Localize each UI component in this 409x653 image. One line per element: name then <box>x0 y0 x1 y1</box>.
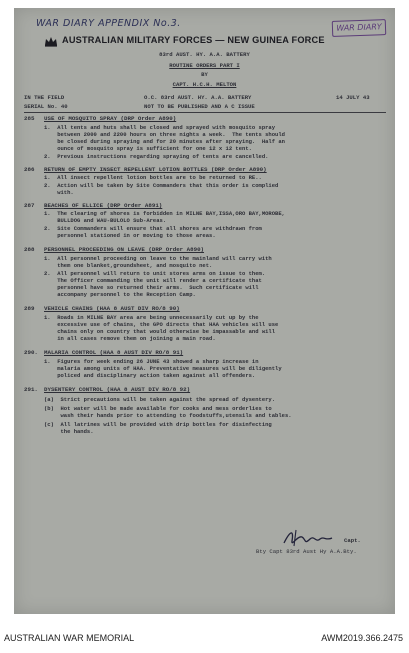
section-line: 1. Figures for week ending 26 JUNE 43 showed a sharp increase in <box>44 358 259 365</box>
section-number: 288 <box>24 246 35 253</box>
section-line: with. <box>44 189 74 196</box>
section-line: ounce of mosquito spray is sufficient for one 12 x 12 tent. <box>44 145 252 152</box>
section-line: 2. Action will be taken by Site Commanders that this order is complied <box>44 182 279 189</box>
section-line: the hands. <box>44 428 94 435</box>
serial-number: SERIAL No. 40 <box>24 103 68 110</box>
section-title: PERSONNEL PROCEEDING ON LEAVE (DRP Order A890) <box>44 246 205 253</box>
section-number: 289 <box>24 305 35 312</box>
footer-accession-number: AWM2019.366.2475 <box>321 633 403 643</box>
handwritten-signature <box>280 527 340 549</box>
section-line: 1. Roads in MILNE BAY area are being unnecessarily cut up by the <box>44 314 259 321</box>
section-title: RETURN OF EMPTY INSECT REPELLENT LOTION BOTTLES (DRP Order A890) <box>44 166 267 173</box>
section-line: 1. All tents and huts shall be closed and sprayed with mosquito spray <box>44 124 276 131</box>
crown-emblem-icon <box>44 35 58 47</box>
section-line: 1. The clearing of shores is forbidden in MILNE BAY,ISSA,ORO BAY,MOROBE, <box>44 210 285 217</box>
section-line: 2. Site Commanders will ensure that all shores are withdrawn from <box>44 225 262 232</box>
unit-name: 83rd AUST. HY. A.A. BATTERY <box>159 51 250 58</box>
section-line: 2. All personnel will return to unit stores arms on issue to them. <box>44 270 266 277</box>
publish-note: NOT TO BE PUBLISHED AND A C ISSUE <box>144 103 255 110</box>
section-title: DYSENTERY CONTROL (HAA 8 AUST DIV RO/8 92) <box>44 386 191 393</box>
document-content <box>14 8 395 614</box>
section-line: personnel stationed in or moving to those areas. <box>44 232 216 239</box>
archive-footer <box>0 621 409 649</box>
command-label: O.C. 83rd AUST. HY. A.A. BATTERY <box>144 94 252 101</box>
section-number: 285 <box>24 115 35 122</box>
order-date: 14 JULY 43 <box>336 94 370 101</box>
section-line: (b) Hot water will be made available for cooks and mess orderlies to <box>44 405 272 412</box>
document-paper <box>14 8 395 614</box>
signature-block: Bty Capt 83rd Aust Hy A.A.Bty. <box>256 548 357 555</box>
section-line: 2. Previous instructions regarding spraying of tents are cancelled. <box>44 153 269 160</box>
section-line: chains only on country that would otherwise be impassable and will <box>44 328 276 335</box>
orders-by: BY <box>201 71 208 78</box>
section-line: BULLDOG and WAU-BULOLO Sub-Areas. <box>44 217 167 224</box>
section-number: 287 <box>24 202 35 209</box>
section-title: VEHICLE CHAINS (HAA 8 AUST DIV RO/8 90) <box>44 305 180 312</box>
section-number: 290. <box>24 349 38 356</box>
section-title: MALARIA CONTROL (HAA 8 AUST DIV RO/8 91) <box>44 349 184 356</box>
war-diary-stamp: WAR DIARY <box>332 19 387 37</box>
section-line: between 2000 and 2200 hours on three nights a week. The tents should <box>44 131 285 138</box>
section-title: BEACHES OF ELLICE (DRP Order A891) <box>44 202 163 209</box>
section-line: excessive use of chains, the GPO directs that HAA vehicles will use <box>44 321 279 328</box>
section-line: (a) Strict precautions will be taken against the spread of dysentery. <box>44 396 276 403</box>
section-line: 1. All insect repellent lotion bottles are to be returned to RE.. <box>44 174 262 181</box>
place-label: IN THE FIELD <box>24 94 65 101</box>
signature-rank: Capt. <box>344 537 361 544</box>
section-number: 286 <box>24 166 35 173</box>
section-line: them one blanket,groundsheet, and mosquito net. <box>44 262 213 269</box>
section-line: be closed during spraying and for 20 minutes after spraying. Half an <box>44 138 285 145</box>
section-title: USE OF MOSQUITO SPRAY (DRP Order A890) <box>44 115 177 122</box>
section-line: policed and disciplinary action taken against all offenders. <box>44 372 256 379</box>
handwritten-title: WAR DIARY APPENDIX No.3. <box>36 18 181 29</box>
footer-institution: AUSTRALIAN WAR MEMORIAL <box>4 633 135 643</box>
header-divider <box>24 112 386 113</box>
section-line: personnel have so returned their arms. Such certificate will <box>44 284 259 291</box>
section-number: 291. <box>24 386 38 393</box>
section-line: The Officer commanding the unit will render a certificate that <box>44 277 262 284</box>
section-line: (c) All latrines will be provided with drip bottles for disinfecting <box>44 421 272 428</box>
section-line: in all cases remove them on joining a main road. <box>44 335 216 342</box>
section-line: malaria among units of HAA. Preventative measures will be diligently <box>44 365 282 372</box>
officer-name: CAPT. H.C.H. MELTON <box>172 81 237 88</box>
orders-title: ROUTINE ORDERS PART I <box>169 62 240 69</box>
section-line: accompany personnel to the Reception Camp. <box>44 291 196 298</box>
force-header: AUSTRALIAN MILITARY FORCES — NEW GUINEA FORCE <box>62 35 325 45</box>
section-line: wash their hands prior to attending to foodstuffs,utensils and tables. <box>44 412 292 419</box>
section-line: 1. All personnel proceeding on leave to the mainland will carry with <box>44 255 272 262</box>
